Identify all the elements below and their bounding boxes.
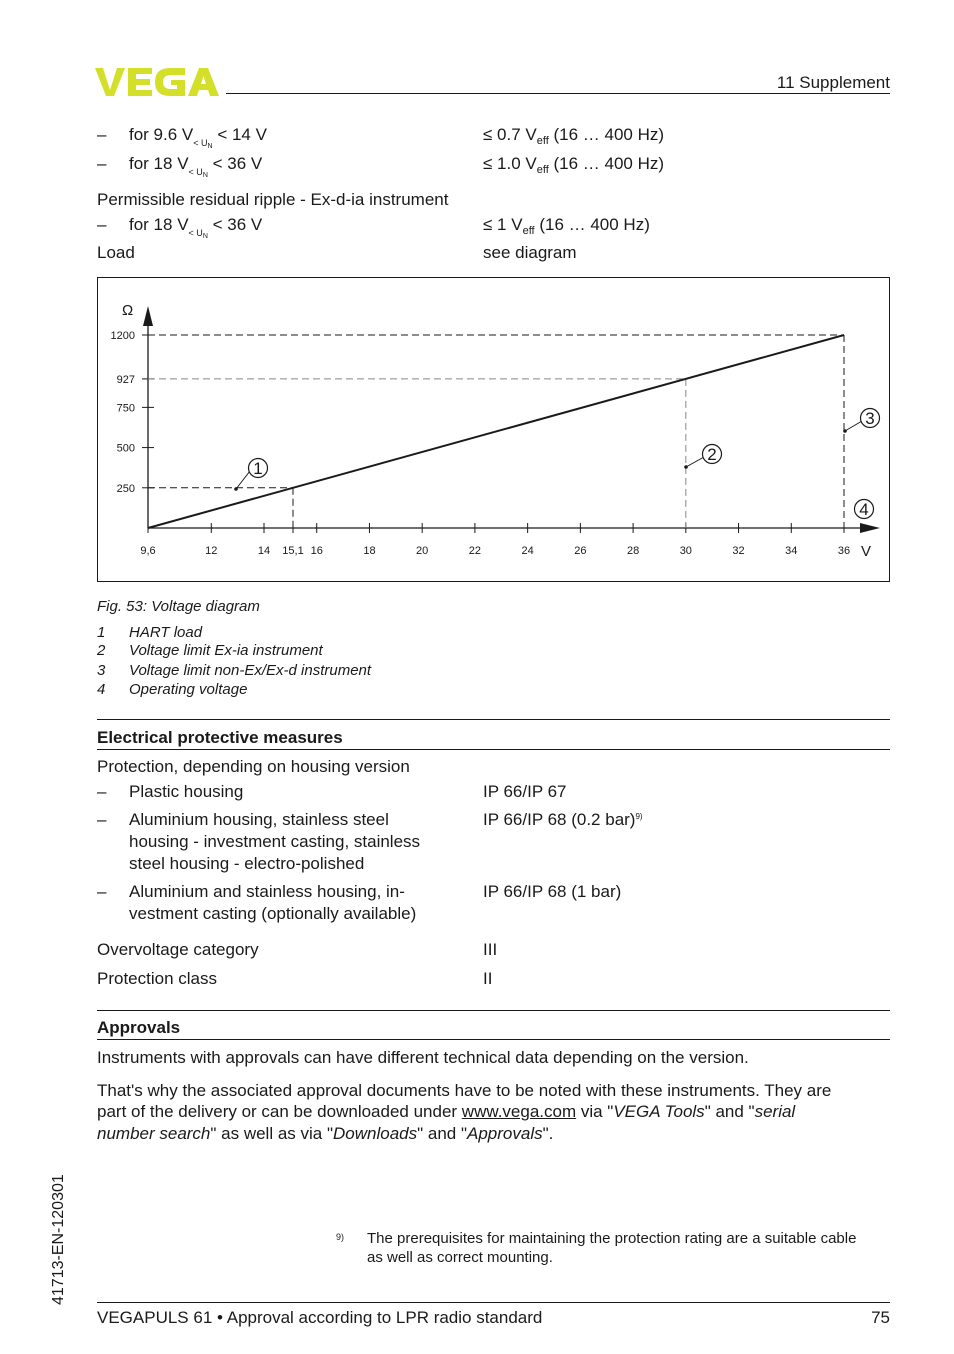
figure-caption: Fig. 53: Voltage diagram — [97, 598, 260, 615]
y-tick-label: 750 — [116, 402, 135, 415]
y-tick-label: 927 — [116, 373, 135, 386]
x-axis-label: V — [861, 543, 872, 560]
y-tick-label: 500 — [116, 442, 135, 455]
x-tick-label: 16 — [310, 545, 323, 557]
voltage-diagram — [98, 278, 889, 581]
x-tick-label: 24 — [521, 545, 534, 557]
footer-rule — [97, 1302, 890, 1303]
x-tick-label: 36 — [837, 545, 851, 557]
footer-title: VEGAPULS 61 • Approval according to LPR radio standard — [97, 1308, 543, 1327]
section-rule-bottom — [97, 749, 890, 750]
y-axis-arrow — [143, 306, 153, 326]
x-tick-label: 34 — [785, 545, 798, 557]
section-rule-top — [97, 719, 890, 720]
x-tick-label: 12 — [205, 545, 218, 557]
approvals-para-1: Instruments with approvals can have different technical data depending on the version. — [97, 1048, 749, 1067]
callout-dot — [234, 487, 238, 491]
callout-leader — [845, 421, 862, 431]
y-axis-label: Ω — [122, 302, 134, 319]
x-tick-label: 15,1 — [282, 545, 304, 557]
y-tick-label: 250 — [116, 482, 135, 495]
x-tick-label: 20 — [416, 545, 429, 557]
callout-dot — [684, 465, 688, 469]
callout-leader — [686, 457, 704, 467]
x-tick-label: 28 — [626, 545, 640, 557]
header-rule — [226, 93, 890, 94]
x-tick-label: 22 — [468, 545, 482, 557]
page-number: 75 — [871, 1308, 890, 1327]
electrical-heading: Electrical protective measures — [97, 728, 343, 747]
approvals-rule-top — [97, 1010, 890, 1011]
load-line — [148, 335, 844, 528]
approvals-heading: Approvals — [97, 1018, 181, 1037]
x-tick-label: 26 — [574, 545, 587, 557]
x-tick-label: 30 — [679, 545, 692, 557]
vega-website-link[interactable]: www.vega.com — [461, 1102, 577, 1121]
protection-intro: Protection, depending on housing version — [97, 757, 410, 776]
voltage-diagram-frame — [97, 277, 890, 582]
approvals-rule-bottom — [97, 1039, 890, 1040]
x-tick-label: 18 — [363, 545, 376, 557]
x-axis-arrow — [860, 523, 880, 533]
exd-heading: Permissible residual ripple - Ex-d-ia instrument — [97, 190, 449, 209]
x-tick-label: 9,6 — [140, 545, 156, 557]
document-id: 41713-EN-120301 — [50, 1174, 67, 1305]
x-tick-label: 32 — [732, 545, 745, 557]
callout-label: 4 — [859, 500, 869, 519]
callout-label: 3 — [865, 409, 875, 428]
vega-logo — [95, 66, 221, 98]
x-tick-label: 14 — [257, 545, 271, 557]
section-title: 11 Supplement — [776, 73, 890, 92]
footnote-ref: 9) — [635, 812, 643, 821]
callout-leader — [236, 471, 250, 489]
callout-label: 2 — [707, 445, 717, 464]
y-tick-label: 1200 — [110, 330, 135, 342]
callout-label: 1 — [253, 459, 263, 478]
callout-dot — [843, 429, 847, 433]
